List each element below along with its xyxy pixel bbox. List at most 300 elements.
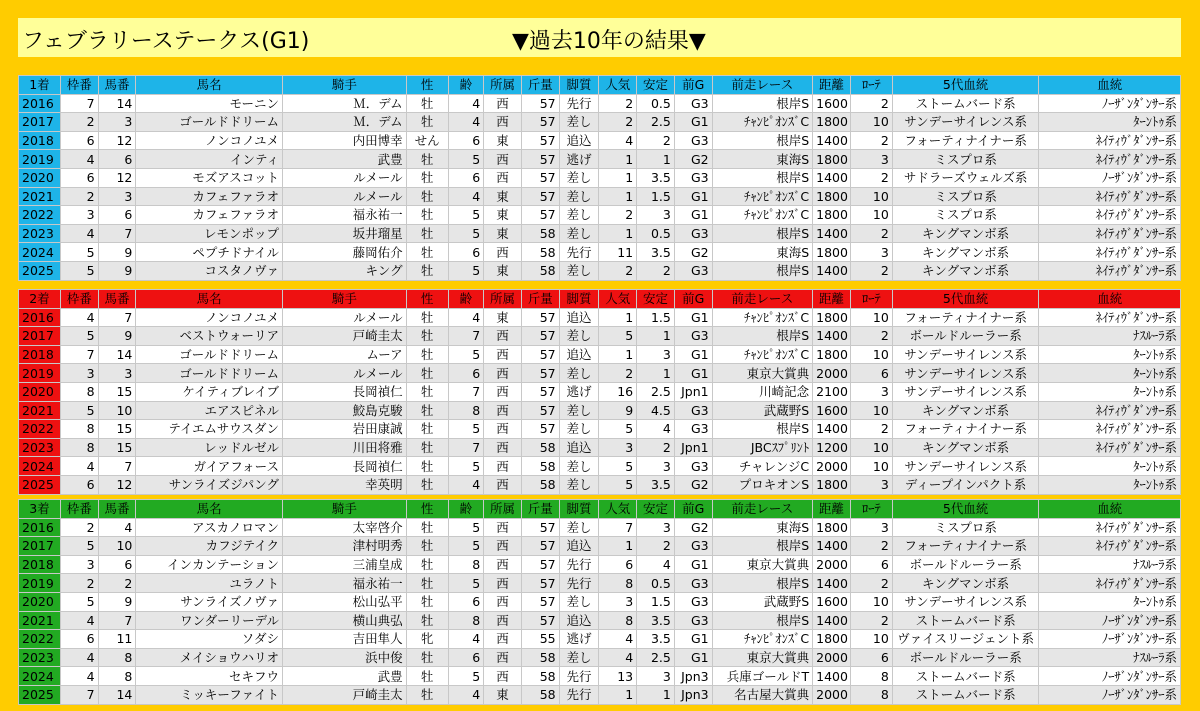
cell-jockey: 吉田隼人 <box>283 630 407 649</box>
cell-umaban: 12 <box>98 131 136 150</box>
column-header-age: 齢 <box>448 500 484 519</box>
cell-prev-grade: G3 <box>674 94 712 113</box>
cell-jockey: 武豊 <box>283 667 407 686</box>
cell-horse: ペプチドナイル <box>136 243 283 262</box>
cell-sire-line: ﾈｲﾃｨｳﾞﾀﾞﾝｻｰ系 <box>1039 243 1181 262</box>
cell-prev-grade: G1 <box>674 555 712 574</box>
cell-popularity: 1 <box>599 224 637 243</box>
cell-jockey: 太宰啓介 <box>283 518 407 537</box>
cell-umaban: 6 <box>98 150 136 169</box>
cell-distance: 1400 <box>813 574 851 593</box>
cell-weight: 58 <box>521 648 559 667</box>
cell-prev-race: ﾁｬﾝﾋﾟｵﾝｽﾞC <box>712 308 813 327</box>
cell-rotation: 8 <box>850 667 892 686</box>
cell-year: 2017 <box>19 327 61 346</box>
cell-prev-grade: G1 <box>674 113 712 132</box>
column-header-weight: 斤量 <box>521 76 559 95</box>
cell-style: 追込 <box>559 438 599 457</box>
cell-style: 逃げ <box>559 382 599 401</box>
column-header-sire-line: 血統 <box>1039 290 1181 309</box>
cell-weight: 57 <box>521 206 559 225</box>
cell-stability: 2 <box>637 438 675 457</box>
cell-umaban: 8 <box>98 648 136 667</box>
cell-popularity: 11 <box>599 243 637 262</box>
cell-sex: 牡 <box>406 420 448 439</box>
column-header-stable: 所属 <box>484 290 522 309</box>
cell-waku: 4 <box>60 224 98 243</box>
cell-prev-race: ﾁｬﾝﾋﾟｵﾝｽﾞC <box>712 345 813 364</box>
cell-stability: 3 <box>637 667 675 686</box>
cell-rotation: 3 <box>850 382 892 401</box>
cell-rotation: 3 <box>850 518 892 537</box>
cell-popularity: 9 <box>599 401 637 420</box>
cell-horse: ケイティブレイブ <box>136 382 283 401</box>
cell-sex: 牡 <box>406 187 448 206</box>
cell-jockey: ムーア <box>283 345 407 364</box>
cell-umaban: 6 <box>98 555 136 574</box>
cell-prev-grade: G1 <box>674 187 712 206</box>
cell-sex: 牝 <box>406 630 448 649</box>
cell-style: 追込 <box>559 308 599 327</box>
cell-age: 6 <box>448 243 484 262</box>
cell-umaban: 9 <box>98 261 136 280</box>
cell-age: 4 <box>448 308 484 327</box>
cell-stability: 3.5 <box>637 611 675 630</box>
cell-prev-grade: G3 <box>674 401 712 420</box>
cell-sire-line: ﾈｲﾃｨｳﾞﾀﾞﾝｻｰ系 <box>1039 224 1181 243</box>
cell-weight: 57 <box>521 518 559 537</box>
cell-prev-race: 根岸S <box>712 261 813 280</box>
cell-popularity: 1 <box>599 150 637 169</box>
cell-age: 7 <box>448 438 484 457</box>
page-subtitle: ▼過去10年の結果▼ <box>512 29 706 54</box>
cell-waku: 6 <box>60 168 98 187</box>
cell-weight: 57 <box>521 150 559 169</box>
cell-distance: 1800 <box>813 150 851 169</box>
cell-distance: 1800 <box>813 518 851 537</box>
cell-stability: 4 <box>637 420 675 439</box>
cell-style: 差し <box>559 224 599 243</box>
cell-waku: 2 <box>60 187 98 206</box>
cell-style: 追込 <box>559 537 599 556</box>
cell-rotation: 2 <box>850 131 892 150</box>
cell-year: 2019 <box>19 150 61 169</box>
column-header-prev-race: 前走レース <box>712 76 813 95</box>
cell-umaban: 7 <box>98 224 136 243</box>
cell-age: 4 <box>448 630 484 649</box>
cell-waku: 5 <box>60 243 98 262</box>
cell-waku: 8 <box>60 420 98 439</box>
cell-distance: 2000 <box>813 555 851 574</box>
results-table-2nd <box>18 289 1181 495</box>
cell-weight: 58 <box>521 667 559 686</box>
cell-distance: 1800 <box>813 113 851 132</box>
cell-stability: 3.5 <box>637 630 675 649</box>
cell-style: 追込 <box>559 131 599 150</box>
cell-sire-line: ﾉｰｻﾞﾝﾀﾞﾝｻｰ系 <box>1039 667 1181 686</box>
cell-pedigree-5gen: ストームバード系 <box>892 611 1039 630</box>
cell-year: 2020 <box>19 168 61 187</box>
cell-weight: 57 <box>521 401 559 420</box>
cell-rotation: 10 <box>850 592 892 611</box>
cell-prev-grade: G1 <box>674 364 712 383</box>
cell-weight: 58 <box>521 243 559 262</box>
cell-umaban: 11 <box>98 630 136 649</box>
cell-umaban: 10 <box>98 537 136 556</box>
cell-stable: 西 <box>484 611 522 630</box>
cell-stability: 1.5 <box>637 592 675 611</box>
cell-stable: 西 <box>484 401 522 420</box>
cell-weight: 57 <box>521 555 559 574</box>
cell-year: 2019 <box>19 364 61 383</box>
cell-jockey: キング <box>283 261 407 280</box>
cell-stable: 西 <box>484 518 522 537</box>
table-row <box>19 308 1181 327</box>
cell-sex: 牡 <box>406 206 448 225</box>
cell-distance: 1400 <box>813 224 851 243</box>
cell-age: 6 <box>448 131 484 150</box>
cell-style: 差し <box>559 168 599 187</box>
cell-horse: レモンポップ <box>136 224 283 243</box>
cell-stability: 3 <box>637 206 675 225</box>
place-label: 3着 <box>19 500 61 519</box>
cell-waku: 6 <box>60 630 98 649</box>
cell-stable: 西 <box>484 420 522 439</box>
cell-waku: 2 <box>60 113 98 132</box>
cell-jockey: ルメール <box>283 187 407 206</box>
cell-rotation: 2 <box>850 224 892 243</box>
cell-distance: 2000 <box>813 648 851 667</box>
cell-popularity: 2 <box>599 206 637 225</box>
cell-year: 2017 <box>19 113 61 132</box>
cell-waku: 7 <box>60 94 98 113</box>
cell-distance: 1200 <box>813 438 851 457</box>
cell-horse: ゴールドドリーム <box>136 345 283 364</box>
cell-prev-race: 川崎記念 <box>712 382 813 401</box>
cell-stability: 2.5 <box>637 113 675 132</box>
cell-horse: ワンダーリーデル <box>136 611 283 630</box>
cell-age: 6 <box>448 168 484 187</box>
cell-sire-line: ﾉｰｻﾞﾝﾀﾞﾝｻｰ系 <box>1039 630 1181 649</box>
cell-style: 先行 <box>559 555 599 574</box>
table-row <box>19 206 1181 225</box>
table-row <box>19 475 1181 494</box>
cell-pedigree-5gen: サンデーサイレンス系 <box>892 592 1039 611</box>
column-header-prev-grade: 前G <box>674 76 712 95</box>
cell-waku: 8 <box>60 438 98 457</box>
cell-sex: 牡 <box>406 150 448 169</box>
cell-pedigree-5gen: キングマンボ系 <box>892 401 1039 420</box>
cell-stable: 東 <box>484 261 522 280</box>
column-header-umaban: 馬番 <box>98 290 136 309</box>
cell-prev-grade: G3 <box>674 574 712 593</box>
cell-jockey: 戸崎圭太 <box>283 327 407 346</box>
column-header-umaban: 馬番 <box>98 500 136 519</box>
cell-prev-race: 東海S <box>712 243 813 262</box>
cell-age: 4 <box>448 94 484 113</box>
cell-pedigree-5gen: サンデーサイレンス系 <box>892 457 1039 476</box>
cell-sex: 牡 <box>406 592 448 611</box>
cell-pedigree-5gen: キングマンボ系 <box>892 261 1039 280</box>
cell-prev-grade: G3 <box>674 420 712 439</box>
cell-style: 追込 <box>559 345 599 364</box>
cell-sire-line: ﾀｰﾝﾄｩ系 <box>1039 382 1181 401</box>
cell-age: 5 <box>448 667 484 686</box>
cell-popularity: 2 <box>599 261 637 280</box>
column-header-age: 齢 <box>448 76 484 95</box>
cell-pedigree-5gen: サンデーサイレンス系 <box>892 364 1039 383</box>
cell-popularity: 1 <box>599 187 637 206</box>
cell-weight: 57 <box>521 131 559 150</box>
cell-distance: 2000 <box>813 457 851 476</box>
column-header-age: 齢 <box>448 290 484 309</box>
cell-stable: 東 <box>484 206 522 225</box>
cell-style: 差し <box>559 113 599 132</box>
cell-sire-line: ﾉｰｻﾞﾝﾀﾞﾝｻｰ系 <box>1039 168 1181 187</box>
cell-style: 逃げ <box>559 630 599 649</box>
column-header-pedigree-5gen: 5代血統 <box>892 500 1039 519</box>
cell-weight: 57 <box>521 187 559 206</box>
cell-age: 4 <box>448 113 484 132</box>
cell-umaban: 14 <box>98 685 136 704</box>
cell-style: 差し <box>559 592 599 611</box>
cell-stability: 3.5 <box>637 475 675 494</box>
cell-prev-race: 根岸S <box>712 327 813 346</box>
column-header-prev-grade: 前G <box>674 290 712 309</box>
cell-horse: セキフウ <box>136 667 283 686</box>
cell-jockey: 武豊 <box>283 150 407 169</box>
cell-prev-grade: G2 <box>674 475 712 494</box>
cell-prev-grade: G2 <box>674 150 712 169</box>
cell-prev-race: 根岸S <box>712 168 813 187</box>
cell-style: 差し <box>559 648 599 667</box>
cell-horse: ベストウォーリア <box>136 327 283 346</box>
cell-stability: 2 <box>637 131 675 150</box>
column-header-jockey: 騎手 <box>283 76 407 95</box>
cell-popularity: 13 <box>599 667 637 686</box>
cell-popularity: 2 <box>599 113 637 132</box>
cell-distance: 1400 <box>813 420 851 439</box>
cell-stable: 西 <box>484 475 522 494</box>
column-header-prev-race: 前走レース <box>712 500 813 519</box>
cell-popularity: 8 <box>599 611 637 630</box>
cell-jockey: ルメール <box>283 168 407 187</box>
cell-pedigree-5gen: フォーティナイナー系 <box>892 537 1039 556</box>
cell-age: 6 <box>448 364 484 383</box>
cell-waku: 5 <box>60 261 98 280</box>
cell-rotation: 2 <box>850 611 892 630</box>
cell-age: 6 <box>448 592 484 611</box>
cell-weight: 58 <box>521 224 559 243</box>
cell-popularity: 2 <box>599 94 637 113</box>
cell-year: 2021 <box>19 401 61 420</box>
title-bar <box>18 18 1181 57</box>
column-header-weight: 斤量 <box>521 500 559 519</box>
cell-sire-line: ﾀｰﾝﾄｩ系 <box>1039 345 1181 364</box>
cell-umaban: 12 <box>98 168 136 187</box>
cell-sex: 牡 <box>406 261 448 280</box>
table-row <box>19 345 1181 364</box>
cell-sex: 牡 <box>406 327 448 346</box>
cell-stability: 3 <box>637 457 675 476</box>
cell-sire-line: ﾀｰﾝﾄｩ系 <box>1039 475 1181 494</box>
cell-sex: 牡 <box>406 243 448 262</box>
cell-sex: 牡 <box>406 382 448 401</box>
cell-popularity: 4 <box>599 648 637 667</box>
cell-distance: 1600 <box>813 94 851 113</box>
cell-rotation: 10 <box>850 113 892 132</box>
cell-prev-race: JBCｽﾌﾟﾘﾝﾄ <box>712 438 813 457</box>
cell-age: 5 <box>448 224 484 243</box>
cell-distance: 1400 <box>813 611 851 630</box>
cell-jockey: 藤岡佑介 <box>283 243 407 262</box>
column-header-pedigree-5gen: 5代血統 <box>892 76 1039 95</box>
cell-distance: 1400 <box>813 168 851 187</box>
cell-stability: 0.5 <box>637 94 675 113</box>
table-row <box>19 685 1181 704</box>
cell-stable: 西 <box>484 630 522 649</box>
cell-horse: カフェファラオ <box>136 206 283 225</box>
cell-stable: 西 <box>484 667 522 686</box>
cell-horse: カフェファラオ <box>136 187 283 206</box>
cell-pedigree-5gen: キングマンボ系 <box>892 438 1039 457</box>
cell-horse: モズアスコット <box>136 168 283 187</box>
cell-prev-race: 東海S <box>712 518 813 537</box>
cell-prev-race: ﾁｬﾝﾋﾟｵﾝｽﾞC <box>712 630 813 649</box>
cell-umaban: 3 <box>98 364 136 383</box>
cell-sex: 牡 <box>406 667 448 686</box>
cell-age: 5 <box>448 345 484 364</box>
cell-sire-line: ﾉｰｻﾞﾝﾀﾞﾝｻｰ系 <box>1039 94 1181 113</box>
cell-weight: 57 <box>521 611 559 630</box>
cell-popularity: 4 <box>599 131 637 150</box>
cell-prev-race: 根岸S <box>712 420 813 439</box>
cell-year: 2025 <box>19 261 61 280</box>
cell-prev-grade: G1 <box>674 648 712 667</box>
cell-stability: 2.5 <box>637 648 675 667</box>
cell-horse: ノンコノユメ <box>136 308 283 327</box>
cell-prev-race: 武蔵野S <box>712 592 813 611</box>
cell-popularity: 5 <box>599 457 637 476</box>
cell-distance: 1400 <box>813 261 851 280</box>
column-header-rotation: ﾛｰﾃ <box>850 290 892 309</box>
cell-umaban: 3 <box>98 113 136 132</box>
cell-prev-grade: G3 <box>674 457 712 476</box>
cell-prev-grade: G3 <box>674 131 712 150</box>
cell-jockey: 福永祐一 <box>283 574 407 593</box>
cell-stability: 3.5 <box>637 243 675 262</box>
cell-stable: 西 <box>484 150 522 169</box>
cell-stable: 西 <box>484 345 522 364</box>
cell-rotation: 10 <box>850 345 892 364</box>
cell-sire-line: ﾅｽﾙｰﾗ系 <box>1039 648 1181 667</box>
cell-sire-line: ﾈｲﾃｨｳﾞﾀﾞﾝｻｰ系 <box>1039 438 1181 457</box>
cell-stability: 1 <box>637 327 675 346</box>
cell-year: 2016 <box>19 308 61 327</box>
cell-rotation: 2 <box>850 168 892 187</box>
cell-style: 差し <box>559 364 599 383</box>
cell-umaban: 8 <box>98 667 136 686</box>
table-row <box>19 518 1181 537</box>
table-row <box>19 438 1181 457</box>
cell-popularity: 5 <box>599 420 637 439</box>
cell-year: 2018 <box>19 131 61 150</box>
cell-popularity: 8 <box>599 574 637 593</box>
column-header-popularity: 人気 <box>599 500 637 519</box>
cell-horse: モーニン <box>136 94 283 113</box>
cell-stable: 東 <box>484 187 522 206</box>
cell-waku: 4 <box>60 308 98 327</box>
cell-horse: インカンテーション <box>136 555 283 574</box>
cell-age: 5 <box>448 518 484 537</box>
cell-rotation: 10 <box>850 401 892 420</box>
cell-prev-race: 東海S <box>712 150 813 169</box>
cell-stability: 1 <box>637 150 675 169</box>
table-row <box>19 168 1181 187</box>
cell-rotation: 2 <box>850 537 892 556</box>
cell-sire-line: ﾈｲﾃｨｳﾞﾀﾞﾝｻｰ系 <box>1039 537 1181 556</box>
cell-style: 差し <box>559 457 599 476</box>
table-row <box>19 150 1181 169</box>
column-header-sire-line: 血統 <box>1039 500 1181 519</box>
cell-waku: 4 <box>60 611 98 630</box>
cell-pedigree-5gen: ストームバード系 <box>892 685 1039 704</box>
cell-sex: 牡 <box>406 224 448 243</box>
cell-age: 8 <box>448 555 484 574</box>
table-row <box>19 131 1181 150</box>
cell-sire-line: ﾀｰﾝﾄｩ系 <box>1039 113 1181 132</box>
cell-prev-race: 根岸S <box>712 574 813 593</box>
table-row <box>19 420 1181 439</box>
cell-prev-race: 根岸S <box>712 94 813 113</box>
cell-jockey: 松山弘平 <box>283 592 407 611</box>
column-header-style: 脚質 <box>559 76 599 95</box>
cell-pedigree-5gen: キングマンボ系 <box>892 243 1039 262</box>
cell-sire-line: ﾀｰﾝﾄｩ系 <box>1039 364 1181 383</box>
cell-rotation: 10 <box>850 457 892 476</box>
cell-prev-grade: G3 <box>674 224 712 243</box>
table-row <box>19 667 1181 686</box>
cell-sex: 牡 <box>406 574 448 593</box>
table-row <box>19 261 1181 280</box>
column-header-stable: 所属 <box>484 76 522 95</box>
column-header-horse: 馬名 <box>136 290 283 309</box>
cell-horse: カフジテイク <box>136 537 283 556</box>
cell-stable: 西 <box>484 382 522 401</box>
cell-umaban: 9 <box>98 592 136 611</box>
cell-distance: 1600 <box>813 592 851 611</box>
cell-pedigree-5gen: ストームバード系 <box>892 94 1039 113</box>
page-title: フェブラリーステークス(G1) <box>22 29 310 54</box>
cell-horse: サンライズノヴァ <box>136 592 283 611</box>
table-row <box>19 113 1181 132</box>
cell-rotation: 10 <box>850 630 892 649</box>
cell-distance: 1800 <box>813 243 851 262</box>
cell-sex: 牡 <box>406 345 448 364</box>
cell-sex: 牡 <box>406 401 448 420</box>
cell-popularity: 1 <box>599 345 637 364</box>
cell-sire-line: ﾈｲﾃｨｳﾞﾀﾞﾝｻｰ系 <box>1039 261 1181 280</box>
column-header-style: 脚質 <box>559 290 599 309</box>
cell-age: 5 <box>448 537 484 556</box>
table-row <box>19 574 1181 593</box>
cell-rotation: 2 <box>850 420 892 439</box>
column-header-waku: 枠番 <box>60 290 98 309</box>
cell-sire-line: ﾈｲﾃｨｳﾞﾀﾞﾝｻｰ系 <box>1039 187 1181 206</box>
cell-prev-race: 武蔵野S <box>712 401 813 420</box>
cell-prev-race: チャレンジC <box>712 457 813 476</box>
cell-prev-race: 根岸S <box>712 537 813 556</box>
